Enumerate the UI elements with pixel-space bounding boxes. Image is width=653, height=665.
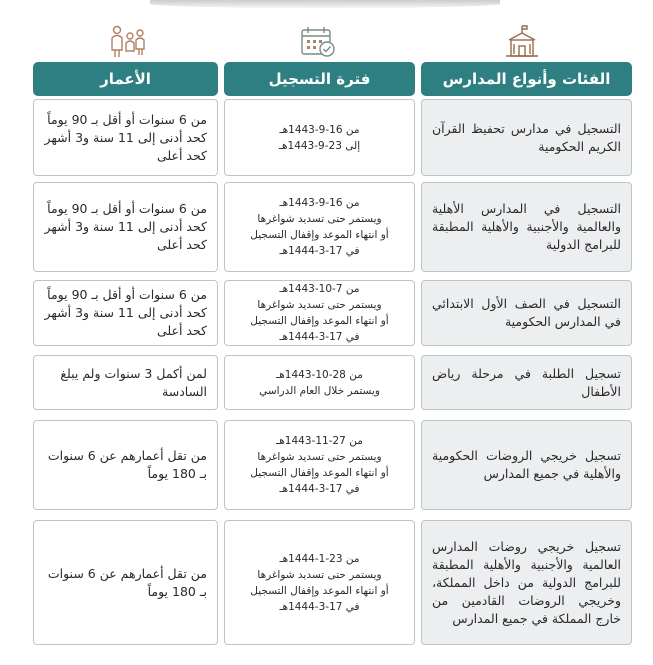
category-text: تسجيل خريجي روضات المدارس العالمية والأجنبية والأهلية المطبقة للبرامج الدولية من داخل المملكة، وخريجي الروضات القادمين من خارج المملكة في جميع المدارس <box>432 538 621 626</box>
period-text: من 16-9-1443هـ إلى 23-9-1443هـ <box>278 123 361 152</box>
category-text: تسجيل الطلبة في مرحلة رياض الأطفال <box>432 365 621 399</box>
table-row-ages <box>33 99 218 176</box>
table-row-ages <box>33 280 218 346</box>
ages-text: من تقل أعمارهم عن 6 سنوات بـ 180 يوماً <box>47 448 207 481</box>
table-row-category <box>421 99 632 176</box>
category-text: التسجيل في الصف الأول الابتدائي في المدارس الحكومية <box>432 296 621 329</box>
table-row-category <box>421 182 632 272</box>
ages-text: من 6 سنوات أو أقل بـ 90 يوماً كحد أدنى إلى 11 سنة و3 أشهر كحد أعلى <box>44 201 207 252</box>
table-row-category <box>421 355 632 410</box>
category-text: تسجيل خريجي الروضات الحكومية والأهلية في جميع المدارس <box>432 448 621 481</box>
ages-text: من تقل أعمارهم عن 6 سنوات بـ 180 يوماً <box>47 565 207 599</box>
header-ages: الأعمار <box>33 62 218 96</box>
table-row-ages <box>33 355 218 410</box>
ages-text: من 6 سنوات أو أقل بـ 90 يوماً كحد أدنى إلى 11 سنة و3 أشهر كحد أعلى <box>44 111 207 163</box>
period-text: من 28-10-1443هـ ويستمر خلال العام الدراسي <box>259 368 380 397</box>
period-text: من 16-9-1443هـ ويستمر حتى تسديد شواغرها أو انتهاء الموعد وإقفال التسجيل في 17-3-1444هـ <box>250 197 389 257</box>
table-row-period <box>224 520 415 645</box>
table-row-period <box>224 99 415 176</box>
category-text: التسجيل في مدارس تحفيظ القرآن الكريم الحكومية <box>432 120 621 154</box>
ages-text: من 6 سنوات أو أقل بـ 90 يوماً كحد أدنى إلى 11 سنة و3 أشهر كحد أعلى <box>44 287 207 338</box>
school-building-icon <box>502 24 542 58</box>
period-text: من 27-11-1443هـ ويستمر حتى تسديد شواغرها أو انتهاء الموعد وإقفال التسجيل في 17-3-1444هـ <box>250 435 389 495</box>
top-decoration <box>150 0 500 8</box>
header-registration-period: فترة التسجيل <box>224 62 415 96</box>
table-row-ages <box>33 182 218 272</box>
period-text: من 7-10-1443هـ ويستمر حتى تسديد شواغرها أو انتهاء الموعد وإقفال التسجيل في 17-3-1444هـ <box>250 283 389 343</box>
table-row-period <box>224 420 415 510</box>
table-row-period <box>224 355 415 410</box>
table-row-category <box>421 280 632 346</box>
table-row-category <box>421 420 632 510</box>
family-icon <box>108 24 148 58</box>
calendar-check-icon <box>298 24 338 58</box>
table-row-period <box>224 280 415 346</box>
period-text: من 23-1-1444هـ ويستمر حتى تسديد شواغرها أو انتهاء الموعد وإقفال التسجيل في 17-3-1444هـ <box>250 552 389 613</box>
table-row-ages <box>33 420 218 510</box>
header-categories: الفئات وأنواع المدارس <box>421 62 632 96</box>
category-text: التسجيل في المدارس الأهلية والعالمية والأجنبية والأهلية المطبقة للبرامج الدولية <box>432 201 621 252</box>
table-row-category <box>421 520 632 645</box>
ages-text: لمن أكمل 3 سنوات ولم يبلغ السادسة <box>60 365 207 399</box>
table-row-ages <box>33 520 218 645</box>
table-row-period <box>224 182 415 272</box>
